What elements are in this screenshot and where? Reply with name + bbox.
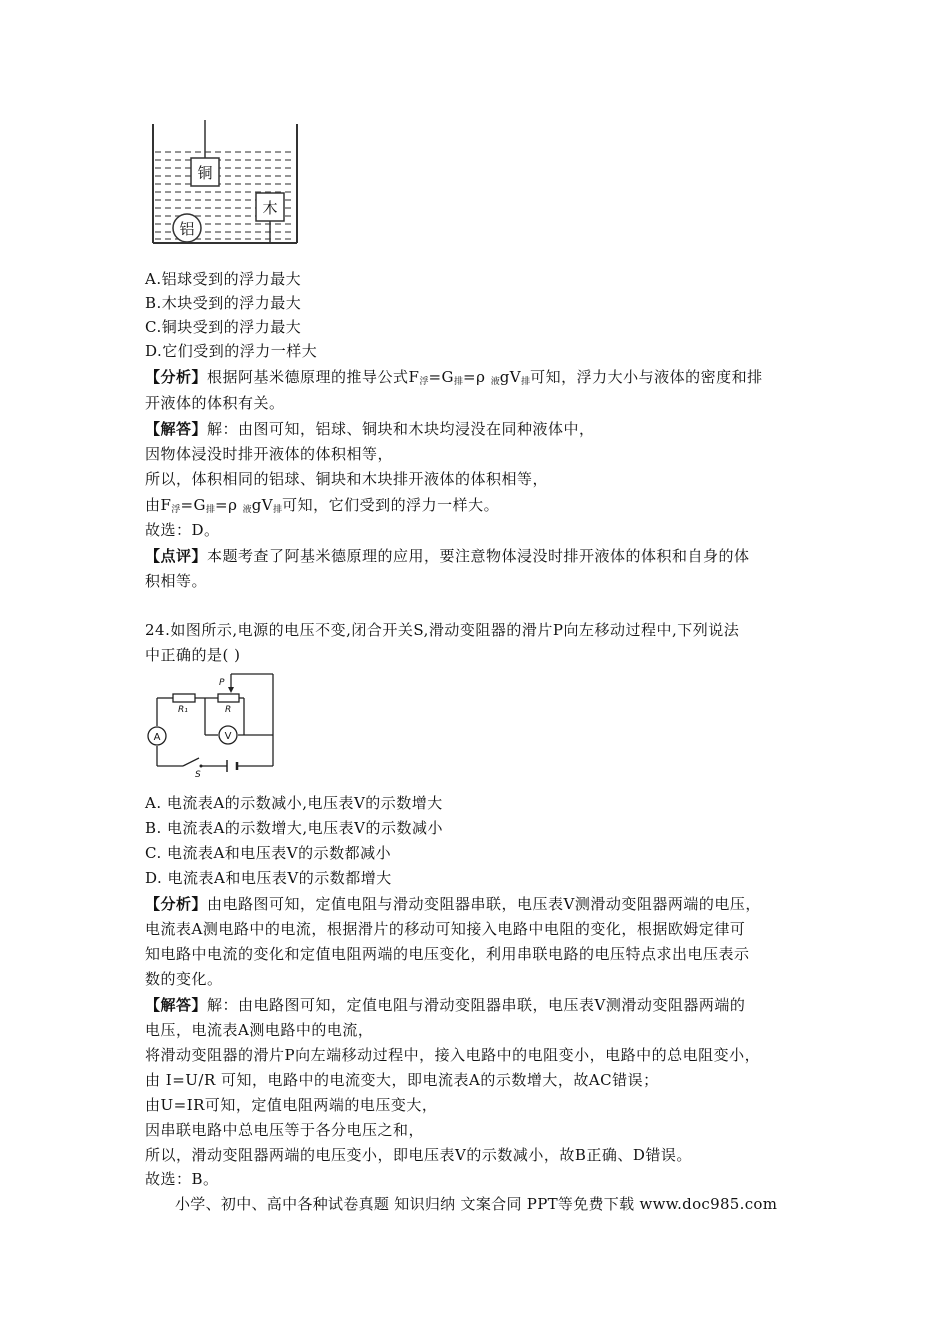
q24-solution-line-3: 将滑动变阻器的滑片P向左端移动过程中，接入电路中的电阻变小，电路中的总电阻变小， bbox=[145, 1046, 761, 1064]
q23-option-c: C.铜块受到的浮力最大 bbox=[145, 318, 302, 336]
q24-option-d: D. 电流表A和电压表V的示数都增大 bbox=[145, 869, 392, 887]
q24-solution-line-4: 由 I=U/R 可知，电路中的电流变大，即电流表A的示数增大，故AC错误； bbox=[145, 1071, 659, 1089]
q23-option-d: D.它们受到的浮力一样大 bbox=[145, 342, 318, 360]
q24-option-a: A. 电流表A的示数减小,电压表V的示数增大 bbox=[145, 794, 443, 812]
r-rheostat bbox=[218, 694, 239, 702]
q23-option-a: A.铝球受到的浮力最大 bbox=[145, 270, 302, 288]
aluminum-label: 铝 bbox=[179, 220, 195, 238]
a-label: A bbox=[153, 732, 161, 743]
q24-analysis-line-3: 知电路中电流的变化和定值电阻两端的电压变化，利用串联电路的电压特点求出电压表示 bbox=[145, 945, 750, 963]
analysis-tag: 【分析】 bbox=[145, 368, 208, 386]
q23-solution-line-2: 因物体浸没时排开液体的体积相等， bbox=[145, 445, 394, 463]
q23-solution-line-3: 所以，体积相同的铝球、铜块和木块排开液体的体积相等， bbox=[145, 470, 549, 488]
r1-label: R₁ bbox=[178, 705, 188, 715]
q23-comment-line-1: 【点评】本题考查了阿基米德原理的应用，要注意物体浸没时排开液体的体积和自身的体 bbox=[145, 547, 750, 565]
q24-choice: 故选：B。 bbox=[145, 1170, 219, 1188]
comment-tag: 【点评】 bbox=[145, 547, 208, 565]
v-label: V bbox=[224, 731, 232, 742]
q24-solution-line-5: 由U=IR可知，定值电阻两端的电压变大， bbox=[145, 1096, 438, 1114]
q24-analysis-line-1: 【分析】由电路图可知，定值电阻与滑动变阻器串联，电压表V测滑动变阻器两端的电压， bbox=[145, 895, 761, 913]
q24-question-line-1: 24.如图所示,电源的电压不变,闭合开关S,滑动变阻器的滑片P向左移动过程中,下列说法 bbox=[145, 621, 740, 639]
q24-solution-line-6: 因串联电路中总电压等于各分电压之和， bbox=[145, 1121, 425, 1139]
q24-question-line-2: 中正确的是( ) bbox=[145, 646, 241, 664]
q24-option-c: C. 电流表A和电压表V的示数都减小 bbox=[145, 844, 392, 862]
circuit-diagram bbox=[145, 668, 277, 778]
copper-label: 铜 bbox=[197, 164, 213, 182]
q24-solution-line-7: 所以，滑动变阻器两端的电压变小，即电压表V的示数减小，故B正确、D错误。 bbox=[145, 1146, 692, 1164]
p-label: P bbox=[219, 678, 225, 688]
q23-comment-line-2: 积相等。 bbox=[145, 572, 208, 590]
q24-solution-line-1: 【解答】解：由电路图可知，定值电阻与滑动变阻器串联，电压表V测滑动变阻器两端的 bbox=[145, 996, 746, 1014]
q23-choice: 故选：D。 bbox=[145, 521, 220, 539]
switch-contact bbox=[200, 765, 203, 768]
q23-analysis-line-1: 【分析】根据阿基米德原理的推导公式$F_浮=G_排=\rho$ $_液gV_排$可知，浮力大小与液体的密度和排 bbox=[145, 368, 763, 387]
r1-resistor bbox=[173, 694, 195, 702]
solution-tag: 【解答】 bbox=[145, 420, 208, 438]
slider-arrow bbox=[228, 687, 234, 693]
analysis-tag: 【分析】 bbox=[145, 895, 208, 913]
battery bbox=[227, 760, 237, 772]
buoyancy-figure bbox=[150, 120, 300, 246]
q24-analysis-line-4: 数的变化。 bbox=[145, 970, 223, 988]
q23-solution-line-1: 【解答】解：由图可知，铝球、铜块和木块均浸没在同种液体中， bbox=[145, 420, 595, 438]
q24-analysis-line-2: 电流表A测电路中的电流，根据滑片的移动可知接入电路中电阻的变化，根据欧姆定律可 bbox=[145, 920, 746, 938]
page-footer: 小学、初中、高中各种试卷真题 知识归纳 文案合同 PPT等免费下载 www.doc985.com bbox=[175, 1195, 778, 1213]
r-label: R bbox=[225, 705, 232, 715]
solution-tag: 【解答】 bbox=[145, 996, 208, 1014]
q23-solution-line-4: 由$F_浮=G_排=\rho$ $_液gV_排$可知，它们受到的浮力一样大。 bbox=[145, 496, 500, 515]
s-label: S bbox=[195, 770, 201, 778]
wood-label: 木 bbox=[262, 199, 278, 217]
q23-analysis-line-2: 开液体的体积有关。 bbox=[145, 394, 285, 412]
q24-solution-line-2: 电压，电流表A测电路中的电流， bbox=[145, 1021, 374, 1039]
q23-option-b: B.木块受到的浮力最大 bbox=[145, 294, 302, 312]
q24-option-b: B. 电流表A的示数增大,电压表V的示数减小 bbox=[145, 819, 443, 837]
